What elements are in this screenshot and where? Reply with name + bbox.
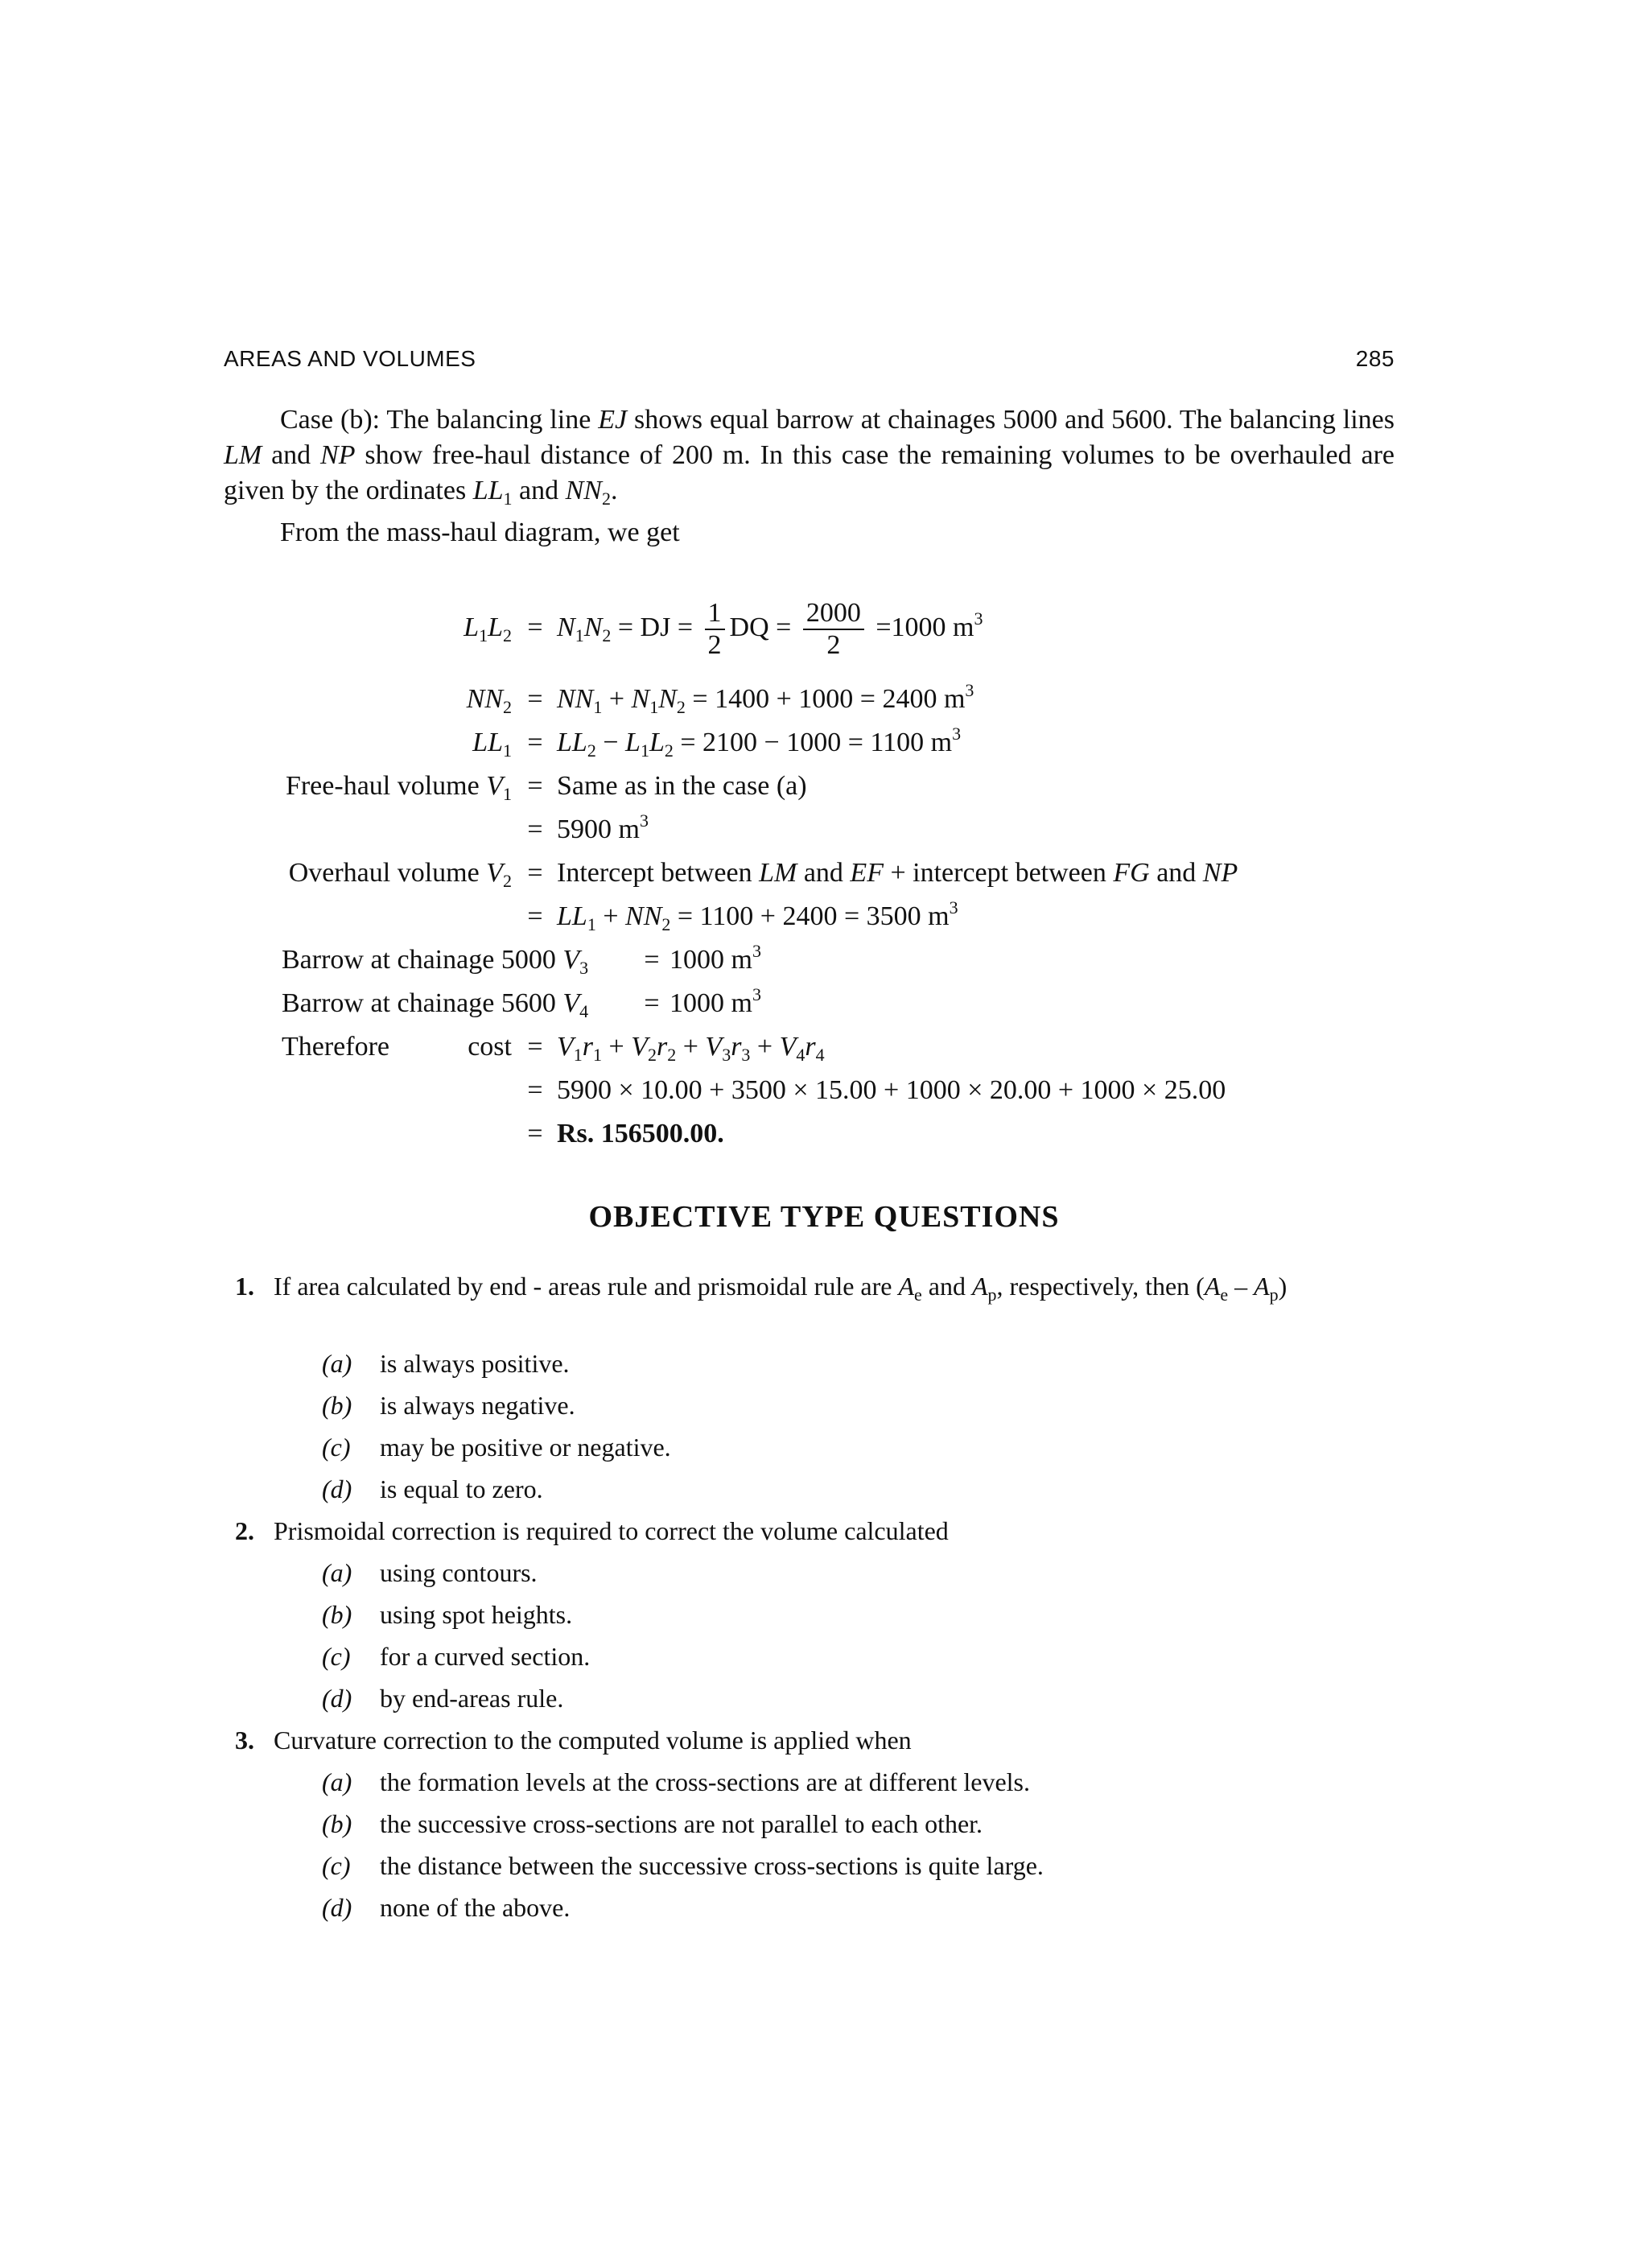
question-3: 3. Curvature correction to the computed volume is applied when [235, 1726, 912, 1755]
question-1-option-c: (c) may be positive or negative. [322, 1433, 671, 1462]
eq-row-cost-expansion: = 5900 × 10.00 + 3500 × 15.00 + 1000 × 20.00 + 1000 × 25.00 [527, 1075, 1226, 1105]
objective-heading: OBJECTIVE TYPE QUESTIONS [588, 1200, 1060, 1234]
question-1-option-b: (b) is always negative. [322, 1391, 575, 1420]
eq-row-freehaul: Free-haul volume $V_1$ = Same as in the case (a) [285, 771, 807, 804]
question-3-option-b: (b) the successive cross-sections are not parallel to each other. [322, 1809, 983, 1838]
fraction-2000-over-2: $\frac{2000}{2}$ [803, 598, 864, 661]
fraction-half: $\frac{1}{2}$ [705, 598, 725, 661]
running-head [224, 346, 1395, 378]
question-3-option-d: (d) none of the above. [322, 1893, 571, 1922]
mass-haul-intro: From the mass-haul diagram, we get [280, 518, 680, 547]
question-2-option-a: (a) using contours. [322, 1558, 538, 1587]
eq-row-overhaul: Overhaul volume $V_2$ = Intercept between LM and EF + intercept between FG and NP [288, 858, 1238, 891]
case-b-paragraph: Case (b): The balancing line EJ shows equal barrow at chainages 5000 and 5600. The balancing lines LM and NP show free-haul distance of 200 m. In this case the remaining volumes to be overhauled are given by the ordinates $LL_1$ and $NN_2$. [224, 405, 1395, 509]
question-2-option-c: (c) for a curved section. [322, 1642, 591, 1671]
question-1: 1. If area calculated by end - areas rule and prismoidal rule are $A_e$ and $A_p$, respectively, then $(A_e - A_p)$ [235, 1272, 1288, 1305]
eq-row-barrow-5000: Barrow at chainage 5000 $V_3$ = 1000 $m^3$ [282, 941, 761, 978]
question-2: 2. Prismoidal correction is required to correct the volume calculated [235, 1516, 949, 1545]
question-3-option-a: (a) the formation levels at the cross-sections are at different levels. [322, 1767, 1030, 1796]
question-1-option-a: (a) is always positive. [322, 1349, 570, 1378]
question-1-option-d: (d) is equal to zero. [322, 1474, 543, 1503]
eq-row-nn2: $NN_2$ = $NN_1 + N_1N_2 = 1400 + 1000 = 2400$ $m^3$ [466, 680, 974, 717]
question-2-option-b: (b) using spot heights. [322, 1600, 573, 1629]
eq-row-cost: Therefore cost = $V_1r_1 + V_2r_2 + V_3r_3 + V_4r_4$ [282, 1032, 825, 1065]
eq-row-overhaul-value: = $LL_1 + NN_2 = 1100 + 2400 = 3500$ $m^3$ [527, 897, 958, 934]
page-number: 285 [1355, 346, 1395, 371]
running-head-title: AREAS AND VOLUMES [224, 346, 476, 371]
eq-row-freehaul-value: = 5900 $m^3$ [527, 810, 649, 844]
question-2-option-d: (d) by end-areas rule. [322, 1684, 564, 1713]
eq-row-l1l2: $L_1L_2$ = $N_1N_2$ = DJ = $\frac{1}{2}$ DQ = $\frac{2000}{2}$ =1000 $m^3$ [464, 598, 983, 661]
eq-row-barrow-5600: Barrow at chainage 5600 $V_4$ = 1000 $m^3$ [282, 984, 761, 1021]
eq-row-ll1: $LL_1$ = $LL_2 - L_1L_2 = 2100 - 1000 = 1100$ $m^3$ [472, 724, 962, 761]
eq-row-cost-result: = Rs. 156500.00. [527, 1119, 724, 1148]
question-3-option-c: (c) the distance between the successive cross-sections is quite large. [322, 1851, 1044, 1880]
